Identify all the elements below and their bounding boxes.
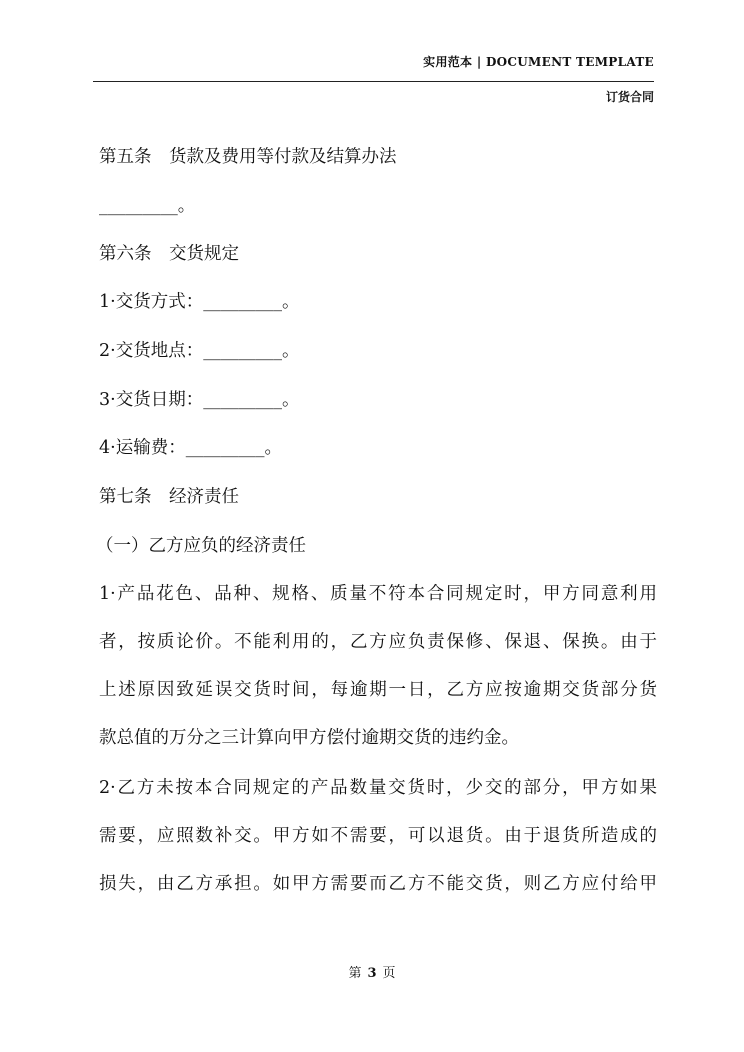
- delivery-date-line: 3·交货日期：_________。: [99, 390, 300, 410]
- delivery-place-line: 2·交货地点：_________。: [99, 341, 300, 361]
- freight-line: 4·运输费：_________。: [99, 438, 282, 458]
- article6-heading: 第六条 交货规定: [99, 244, 239, 264]
- page-number: 3: [367, 966, 377, 981]
- clause-1-line: 1·产品花色、品种、规格、质量不符本合同规定时，甲方同意利用: [99, 584, 657, 604]
- article5-heading: 第五条 货款及费用等付款及结算办法: [99, 147, 397, 167]
- clause-2-line: 损失，由乙方承担。如甲方需要而乙方不能交货，则乙方应付给甲: [99, 874, 657, 894]
- header-divider: [93, 81, 654, 82]
- clause-1-paragraph: [99, 582, 657, 774]
- header-subtitle: 订货合同: [605, 90, 654, 104]
- clause-1-line: 款总值的万分之三计算向甲方偿付逾期交货的违约金。: [99, 728, 519, 748]
- page-footer: [0, 962, 744, 981]
- section1-heading: （一）乙方应负的经济责任: [96, 536, 306, 556]
- footer-prefix: 第: [348, 966, 362, 981]
- clause-1-line: 上述原因致延误交货时间，每逾期一日，乙方应按逾期交货部分货: [99, 680, 657, 700]
- clause-2-paragraph: [99, 776, 657, 920]
- header-title: 实用范本 | DOCUMENT TEMPLATE: [423, 55, 654, 69]
- article5-blank: _________。: [99, 196, 196, 216]
- footer-suffix: 页: [382, 966, 396, 981]
- article7-heading: 第七条 经济责任: [99, 487, 239, 507]
- clause-1-line: 者，按质论价。不能利用的，乙方应负责保修、保退、保换。由于: [99, 632, 657, 652]
- clause-2-line: 需要，应照数补交。甲方如不需要，可以退货。由于退货所造成的: [99, 826, 657, 846]
- delivery-method-line: 1·交货方式：_________。: [99, 292, 300, 312]
- clause-2-line: 2·乙方未按本合同规定的产品数量交货时，少交的部分，甲方如果: [99, 778, 657, 798]
